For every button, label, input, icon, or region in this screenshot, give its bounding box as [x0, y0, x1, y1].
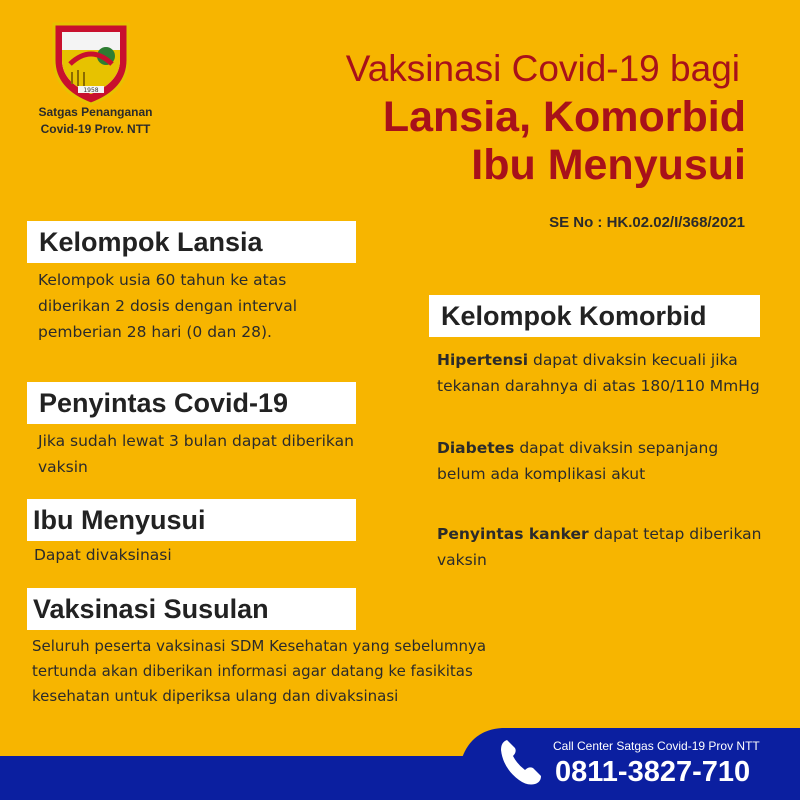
section-text-vaksinasi-susulan: Seluruh peserta vaksinasi SDM Kesehatan yang sebelumnya tertunda akan diberikan informasi agar datang ke fasikitas kesehatan untuk diperiksa ulang dan divaksinasi: [32, 637, 487, 705]
title-line3: Ibu Menyusui: [471, 141, 746, 189]
komorbid-desc: dapat tetap diberikan vaksin: [437, 525, 762, 569]
organization-name-line2: Covid-19 Prov. NTT: [40, 122, 151, 136]
title-line1: Vaksinasi Covid-19 bagi: [345, 48, 740, 89]
section-text-ibu-menyusui: Dapat divaksinasi: [34, 546, 172, 564]
title-line2: Lansia, Komorbid: [382, 93, 746, 141]
komorbid-term: Diabetes: [437, 439, 515, 457]
komorbid-desc: dapat divaksin sepanjang belum ada komplikasi akut: [437, 439, 719, 483]
ntt-province-emblem-icon: [48, 20, 134, 106]
komorbid-item-kanker: [437, 521, 762, 573]
section-heading-ibu-menyusui: Ibu Menyusui: [27, 499, 356, 541]
section-heading-vaksinasi-susulan: Vaksinasi Susulan: [27, 588, 356, 630]
komorbid-item-hipertensi: [437, 347, 762, 399]
organization-name: [28, 104, 163, 138]
organization-name-line1: Satgas Penanganan: [38, 105, 153, 119]
komorbid-term: Penyintas kanker: [437, 525, 589, 543]
call-center-label: Call Center Satgas Covid-19 Prov NTT: [553, 739, 760, 753]
section-heading-penyintas: Penyintas Covid-19: [27, 382, 356, 424]
section-heading-lansia: Kelompok Lansia: [27, 221, 356, 263]
komorbid-item-diabetes: [437, 435, 762, 487]
komorbid-desc: dapat divaksin kecuali jika tekanan darahnya di atas 180/110 MmHg: [437, 351, 760, 395]
reference-number: SE No : HK.02.02/I/368/2021: [549, 214, 745, 231]
svg-text:1958: 1958: [83, 87, 99, 94]
call-center-phone-number[interactable]: 0811-3827-710: [555, 756, 751, 788]
section-text-lansia: Kelompok usia 60 tahun ke atas diberikan 2 dosis dengan interval pemberian 28 hari (0 dan 28).: [38, 271, 298, 341]
section-text-penyintas: Jika sudah lewat 3 bulan dapat diberikan vaksin: [38, 432, 354, 476]
phone-icon: [497, 736, 545, 788]
section-heading-komorbid: Kelompok Komorbid: [429, 295, 760, 337]
komorbid-term: Hipertensi: [437, 351, 529, 369]
